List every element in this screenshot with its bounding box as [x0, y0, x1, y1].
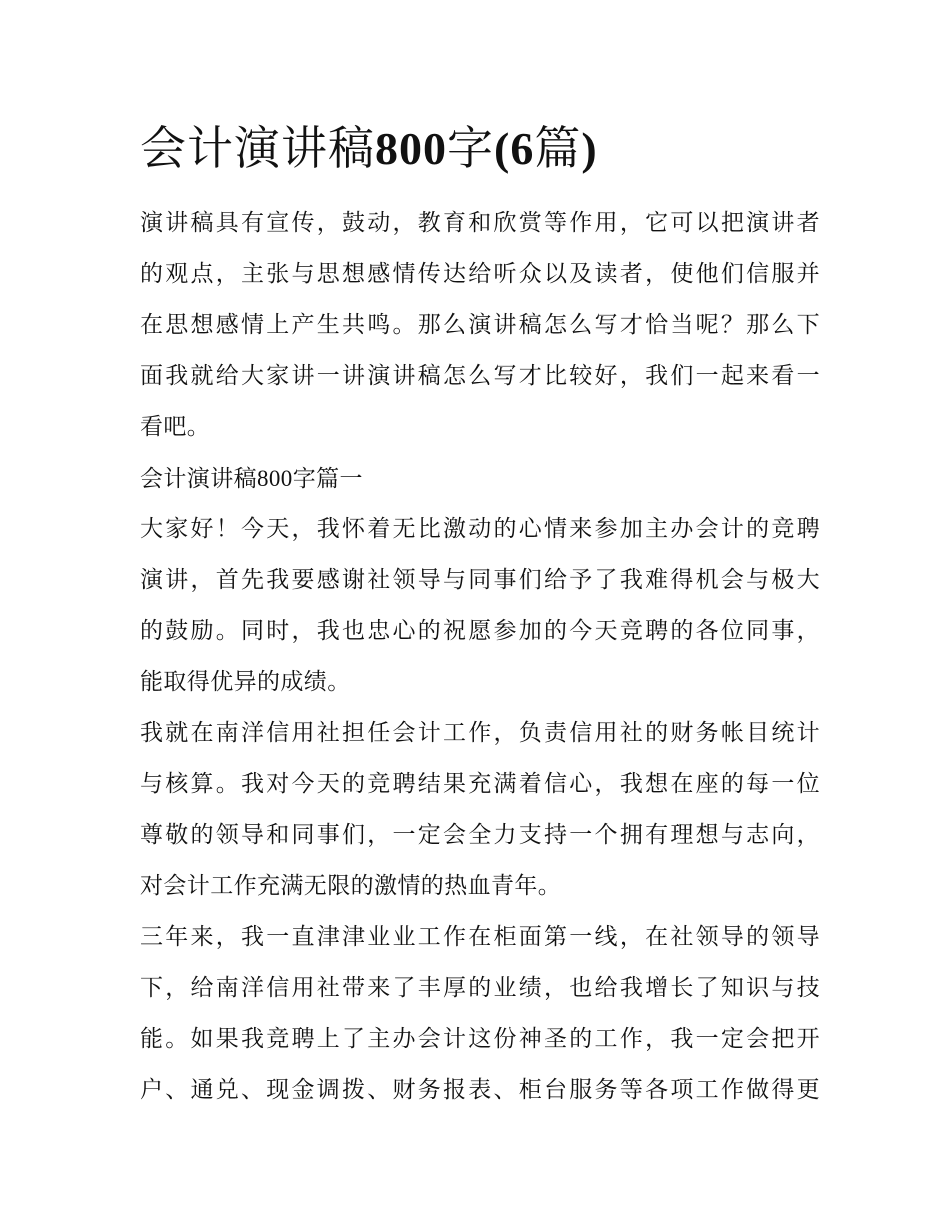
text-line: 下，给南洋信用社带来了丰厚的业绩，也给我增长了知识与技: [140, 975, 820, 1001]
text-line: 与核算。我对今天的竞聘结果充满着信心，我想在座的每一位: [140, 771, 820, 797]
text-line: 看吧。: [140, 414, 211, 440]
text-line: 我就在南洋信用社担任会计工作，负责信用社的财务帐目统计: [140, 720, 820, 746]
text-line: 在思想感情上产生共鸣。那么演讲稿怎么写才恰当呢？那么下: [140, 312, 820, 338]
intro-paragraph: [140, 198, 820, 453]
text-line: 尊敬的领导和同事们，一定会全力支持一个拥有理想与志向，: [140, 822, 820, 848]
text-line: 演讲，首先我要感谢社领导与同事们给予了我难得机会与极大: [140, 567, 820, 593]
title-paren-close: ): [581, 123, 598, 174]
document-body: [140, 198, 820, 1116]
title-paren-open: (: [494, 123, 511, 174]
document-page: [140, 112, 820, 1116]
section-heading-pre: 会计演讲稿: [140, 466, 257, 492]
text-line: 的观点，主张与思想感情传达给听众以及读者，使他们信服并: [140, 261, 820, 287]
text-line: 户、通兑、现金调拨、财务报表、柜台服务等各项工作做得更: [140, 1077, 820, 1103]
title-text-cn: 会计演讲稿: [140, 121, 375, 175]
title-count: 6: [510, 123, 535, 174]
text-line: 的鼓励。同时，我也忠心的祝愿参加的今天竞聘的各位同事，: [140, 618, 820, 644]
text-line: 能。如果我竞聘上了主办会计这份神圣的工作，我一定会把开: [140, 1026, 820, 1052]
body-paragraph: [140, 912, 820, 1116]
section-heading-post: 字篇一: [292, 466, 363, 492]
text-line: 对会计工作充满无限的激情的热血青年。: [140, 873, 562, 899]
section-heading: [140, 453, 820, 504]
document-title: [140, 112, 820, 184]
text-line: 三年来，我一直津津业业工作在柜面第一线，在社领导的领导: [140, 924, 820, 950]
body-paragraph: [140, 504, 820, 708]
text-line: 演讲稿具有宣传，鼓动，教育和欣赏等作用，它可以把演讲者: [140, 210, 820, 236]
text-line: 能取得优异的成绩。: [140, 669, 351, 695]
section-heading-number: 800: [257, 466, 293, 491]
title-number: 800: [375, 123, 447, 174]
title-piece-word: 篇: [534, 121, 582, 175]
body-paragraph: [140, 708, 820, 912]
text-line: 大家好！今天，我怀着无比激动的心情来参加主办会计的竞聘: [140, 516, 820, 542]
title-char: 字: [447, 121, 494, 175]
text-line: 面我就给大家讲一讲演讲稿怎么写才比较好，我们一起来看一: [140, 363, 820, 389]
